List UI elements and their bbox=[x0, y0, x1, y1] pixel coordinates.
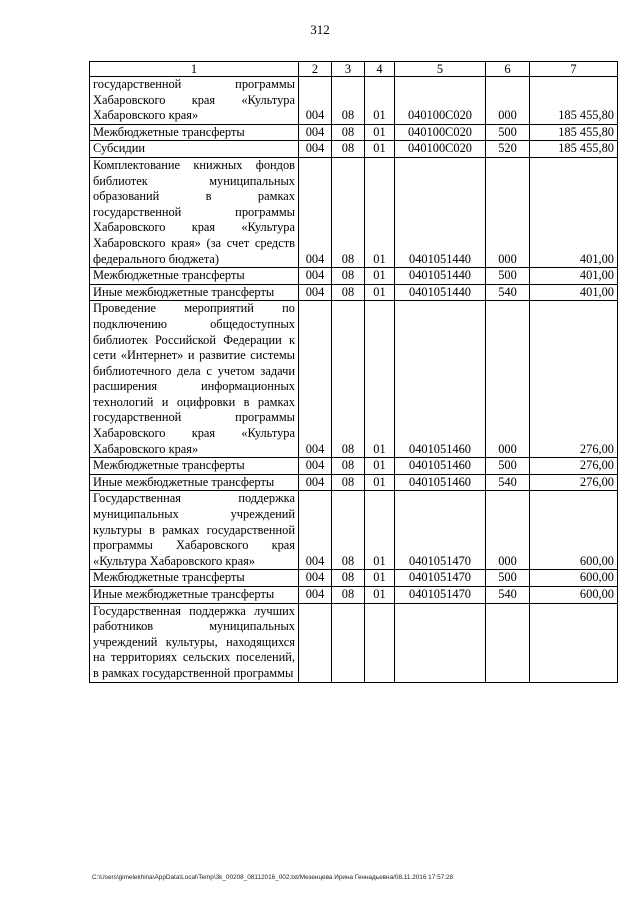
cell-section: 08 bbox=[332, 157, 365, 267]
cell-ministry-code: 004 bbox=[299, 77, 332, 125]
file-path-footer: C:\Users\gimelekhina\AppData\Local\Temp\3k_00208_08112016_002.txt/Мезенцева Ирина Геннадьевна/08.11.2016 17:57:28 bbox=[92, 874, 454, 881]
table-header bbox=[90, 62, 618, 77]
header-cell: 4 bbox=[365, 62, 395, 77]
cell-name: Иные межбюджетные трансферты bbox=[90, 474, 299, 491]
cell-expense-type bbox=[486, 603, 530, 682]
cell-name: Межбюджетные трансферты bbox=[90, 570, 299, 587]
table-row bbox=[90, 141, 618, 158]
cell-section: 08 bbox=[332, 570, 365, 587]
table-row bbox=[90, 491, 618, 570]
cell-target-article: 0401051460 bbox=[395, 458, 486, 475]
cell-expense-type: 540 bbox=[486, 284, 530, 301]
cell-section: 08 bbox=[332, 474, 365, 491]
cell-name: Государственная поддержка муниципальных учреждений культуры в рамках государственной программы Хабаровского края «Культура Хабаровского края» bbox=[90, 491, 299, 570]
cell-target-article: 0401051440 bbox=[395, 268, 486, 285]
cell-amount: 401,00 bbox=[530, 268, 618, 285]
cell-name: Межбюджетные трансферты bbox=[90, 124, 299, 141]
cell-section: 08 bbox=[332, 587, 365, 604]
cell-amount: 276,00 bbox=[530, 301, 618, 458]
table-row bbox=[90, 474, 618, 491]
cell-ministry-code: 004 bbox=[299, 570, 332, 587]
cell-ministry-code: 004 bbox=[299, 587, 332, 604]
cell-subsection: 01 bbox=[365, 77, 395, 125]
cell-ministry-code: 004 bbox=[299, 124, 332, 141]
cell-expense-type: 000 bbox=[486, 301, 530, 458]
table-row bbox=[90, 268, 618, 285]
cell-amount: 401,00 bbox=[530, 284, 618, 301]
cell-section: 08 bbox=[332, 458, 365, 475]
table-row bbox=[90, 157, 618, 267]
cell-name: Межбюджетные трансферты bbox=[90, 268, 299, 285]
cell-target-article: 0401051440 bbox=[395, 157, 486, 267]
cell-expense-type: 500 bbox=[486, 570, 530, 587]
cell-target-article bbox=[395, 603, 486, 682]
header-cell: 5 bbox=[395, 62, 486, 77]
table-body bbox=[90, 77, 618, 683]
cell-ministry-code: 004 bbox=[299, 157, 332, 267]
cell-amount: 600,00 bbox=[530, 491, 618, 570]
cell-section: 08 bbox=[332, 77, 365, 125]
table-row bbox=[90, 570, 618, 587]
cell-amount: 276,00 bbox=[530, 474, 618, 491]
cell-name: Комплектование книжных фондов библиотек муниципальных образований в рамках государственной программы Хабаровского края «Культура Хабаровского края» (за счет средств федерального бюджета) bbox=[90, 157, 299, 267]
table-row bbox=[90, 587, 618, 604]
cell-expense-type: 000 bbox=[486, 77, 530, 125]
cell-section: 08 bbox=[332, 491, 365, 570]
cell-subsection: 01 bbox=[365, 570, 395, 587]
cell-target-article: 0401051460 bbox=[395, 474, 486, 491]
cell-ministry-code: 004 bbox=[299, 491, 332, 570]
cell-subsection: 01 bbox=[365, 458, 395, 475]
cell-target-article: 040100С020 bbox=[395, 77, 486, 125]
cell-section: 08 bbox=[332, 301, 365, 458]
cell-amount: 600,00 bbox=[530, 587, 618, 604]
cell-expense-type: 500 bbox=[486, 268, 530, 285]
table-row bbox=[90, 77, 618, 125]
cell-subsection: 01 bbox=[365, 587, 395, 604]
cell-name: Субсидии bbox=[90, 141, 299, 158]
cell-target-article: 0401051470 bbox=[395, 570, 486, 587]
budget-table bbox=[89, 61, 618, 683]
table-row bbox=[90, 603, 618, 682]
cell-target-article: 0401051470 bbox=[395, 491, 486, 570]
cell-ministry-code: 004 bbox=[299, 458, 332, 475]
cell-expense-type: 500 bbox=[486, 458, 530, 475]
cell-section: 08 bbox=[332, 141, 365, 158]
cell-target-article: 0401051470 bbox=[395, 587, 486, 604]
header-cell: 7 bbox=[530, 62, 618, 77]
cell-subsection: 01 bbox=[365, 141, 395, 158]
cell-subsection: 01 bbox=[365, 124, 395, 141]
cell-expense-type: 500 bbox=[486, 124, 530, 141]
cell-ministry-code: 004 bbox=[299, 284, 332, 301]
cell-ministry-code: 004 bbox=[299, 474, 332, 491]
cell-target-article: 0401051460 bbox=[395, 301, 486, 458]
page-number: 312 bbox=[310, 22, 330, 37]
table-row bbox=[90, 458, 618, 475]
cell-amount bbox=[530, 603, 618, 682]
cell-target-article: 0401051440 bbox=[395, 284, 486, 301]
cell-amount: 600,00 bbox=[530, 570, 618, 587]
cell-section: 08 bbox=[332, 124, 365, 141]
cell-subsection: 01 bbox=[365, 268, 395, 285]
cell-name: Межбюджетные трансферты bbox=[90, 458, 299, 475]
cell-amount: 185 455,80 bbox=[530, 77, 618, 125]
cell-section: 08 bbox=[332, 268, 365, 285]
cell-name: Иные межбюджетные трансферты bbox=[90, 587, 299, 604]
cell-name: государственной программы Хабаровского края «Культура Хабаровского края» bbox=[90, 77, 299, 125]
table-row bbox=[90, 284, 618, 301]
cell-ministry-code: 004 bbox=[299, 141, 332, 158]
table-row bbox=[90, 301, 618, 458]
header-cell: 6 bbox=[486, 62, 530, 77]
cell-subsection: 01 bbox=[365, 157, 395, 267]
cell-expense-type: 540 bbox=[486, 474, 530, 491]
cell-amount: 185 455,80 bbox=[530, 124, 618, 141]
cell-ministry-code: 004 bbox=[299, 301, 332, 458]
cell-ministry-code: 004 bbox=[299, 268, 332, 285]
header-cell: 1 bbox=[90, 62, 299, 77]
cell-amount: 185 455,80 bbox=[530, 141, 618, 158]
header-cell: 3 bbox=[332, 62, 365, 77]
cell-subsection bbox=[365, 603, 395, 682]
cell-expense-type: 520 bbox=[486, 141, 530, 158]
cell-target-article: 040100С020 bbox=[395, 124, 486, 141]
cell-name: Государственная поддержка лучших работников муниципальных учреждений культуры, находящихся на территориях сельских поселений, в рамках государственной программы bbox=[90, 603, 299, 682]
cell-target-article: 040100С020 bbox=[395, 141, 486, 158]
cell-name: Иные межбюджетные трансферты bbox=[90, 284, 299, 301]
cell-subsection: 01 bbox=[365, 474, 395, 491]
cell-section: 08 bbox=[332, 284, 365, 301]
cell-expense-type: 000 bbox=[486, 157, 530, 267]
cell-ministry-code bbox=[299, 603, 332, 682]
table-row bbox=[90, 124, 618, 141]
cell-amount: 276,00 bbox=[530, 458, 618, 475]
cell-expense-type: 540 bbox=[486, 587, 530, 604]
cell-subsection: 01 bbox=[365, 284, 395, 301]
cell-expense-type: 000 bbox=[486, 491, 530, 570]
cell-subsection: 01 bbox=[365, 301, 395, 458]
cell-name: Проведение мероприятий по подключению общедоступных библиотек Российской Федерации к сети «Интернет» и развитие системы библиотечного дела с учетом задачи расширения информационных технологий и оцифровки в рамках государственной программы Хабаровского края «Культура Хабаровского края» bbox=[90, 301, 299, 458]
header-row bbox=[90, 62, 618, 77]
cell-subsection: 01 bbox=[365, 491, 395, 570]
cell-amount: 401,00 bbox=[530, 157, 618, 267]
header-cell: 2 bbox=[299, 62, 332, 77]
cell-section bbox=[332, 603, 365, 682]
